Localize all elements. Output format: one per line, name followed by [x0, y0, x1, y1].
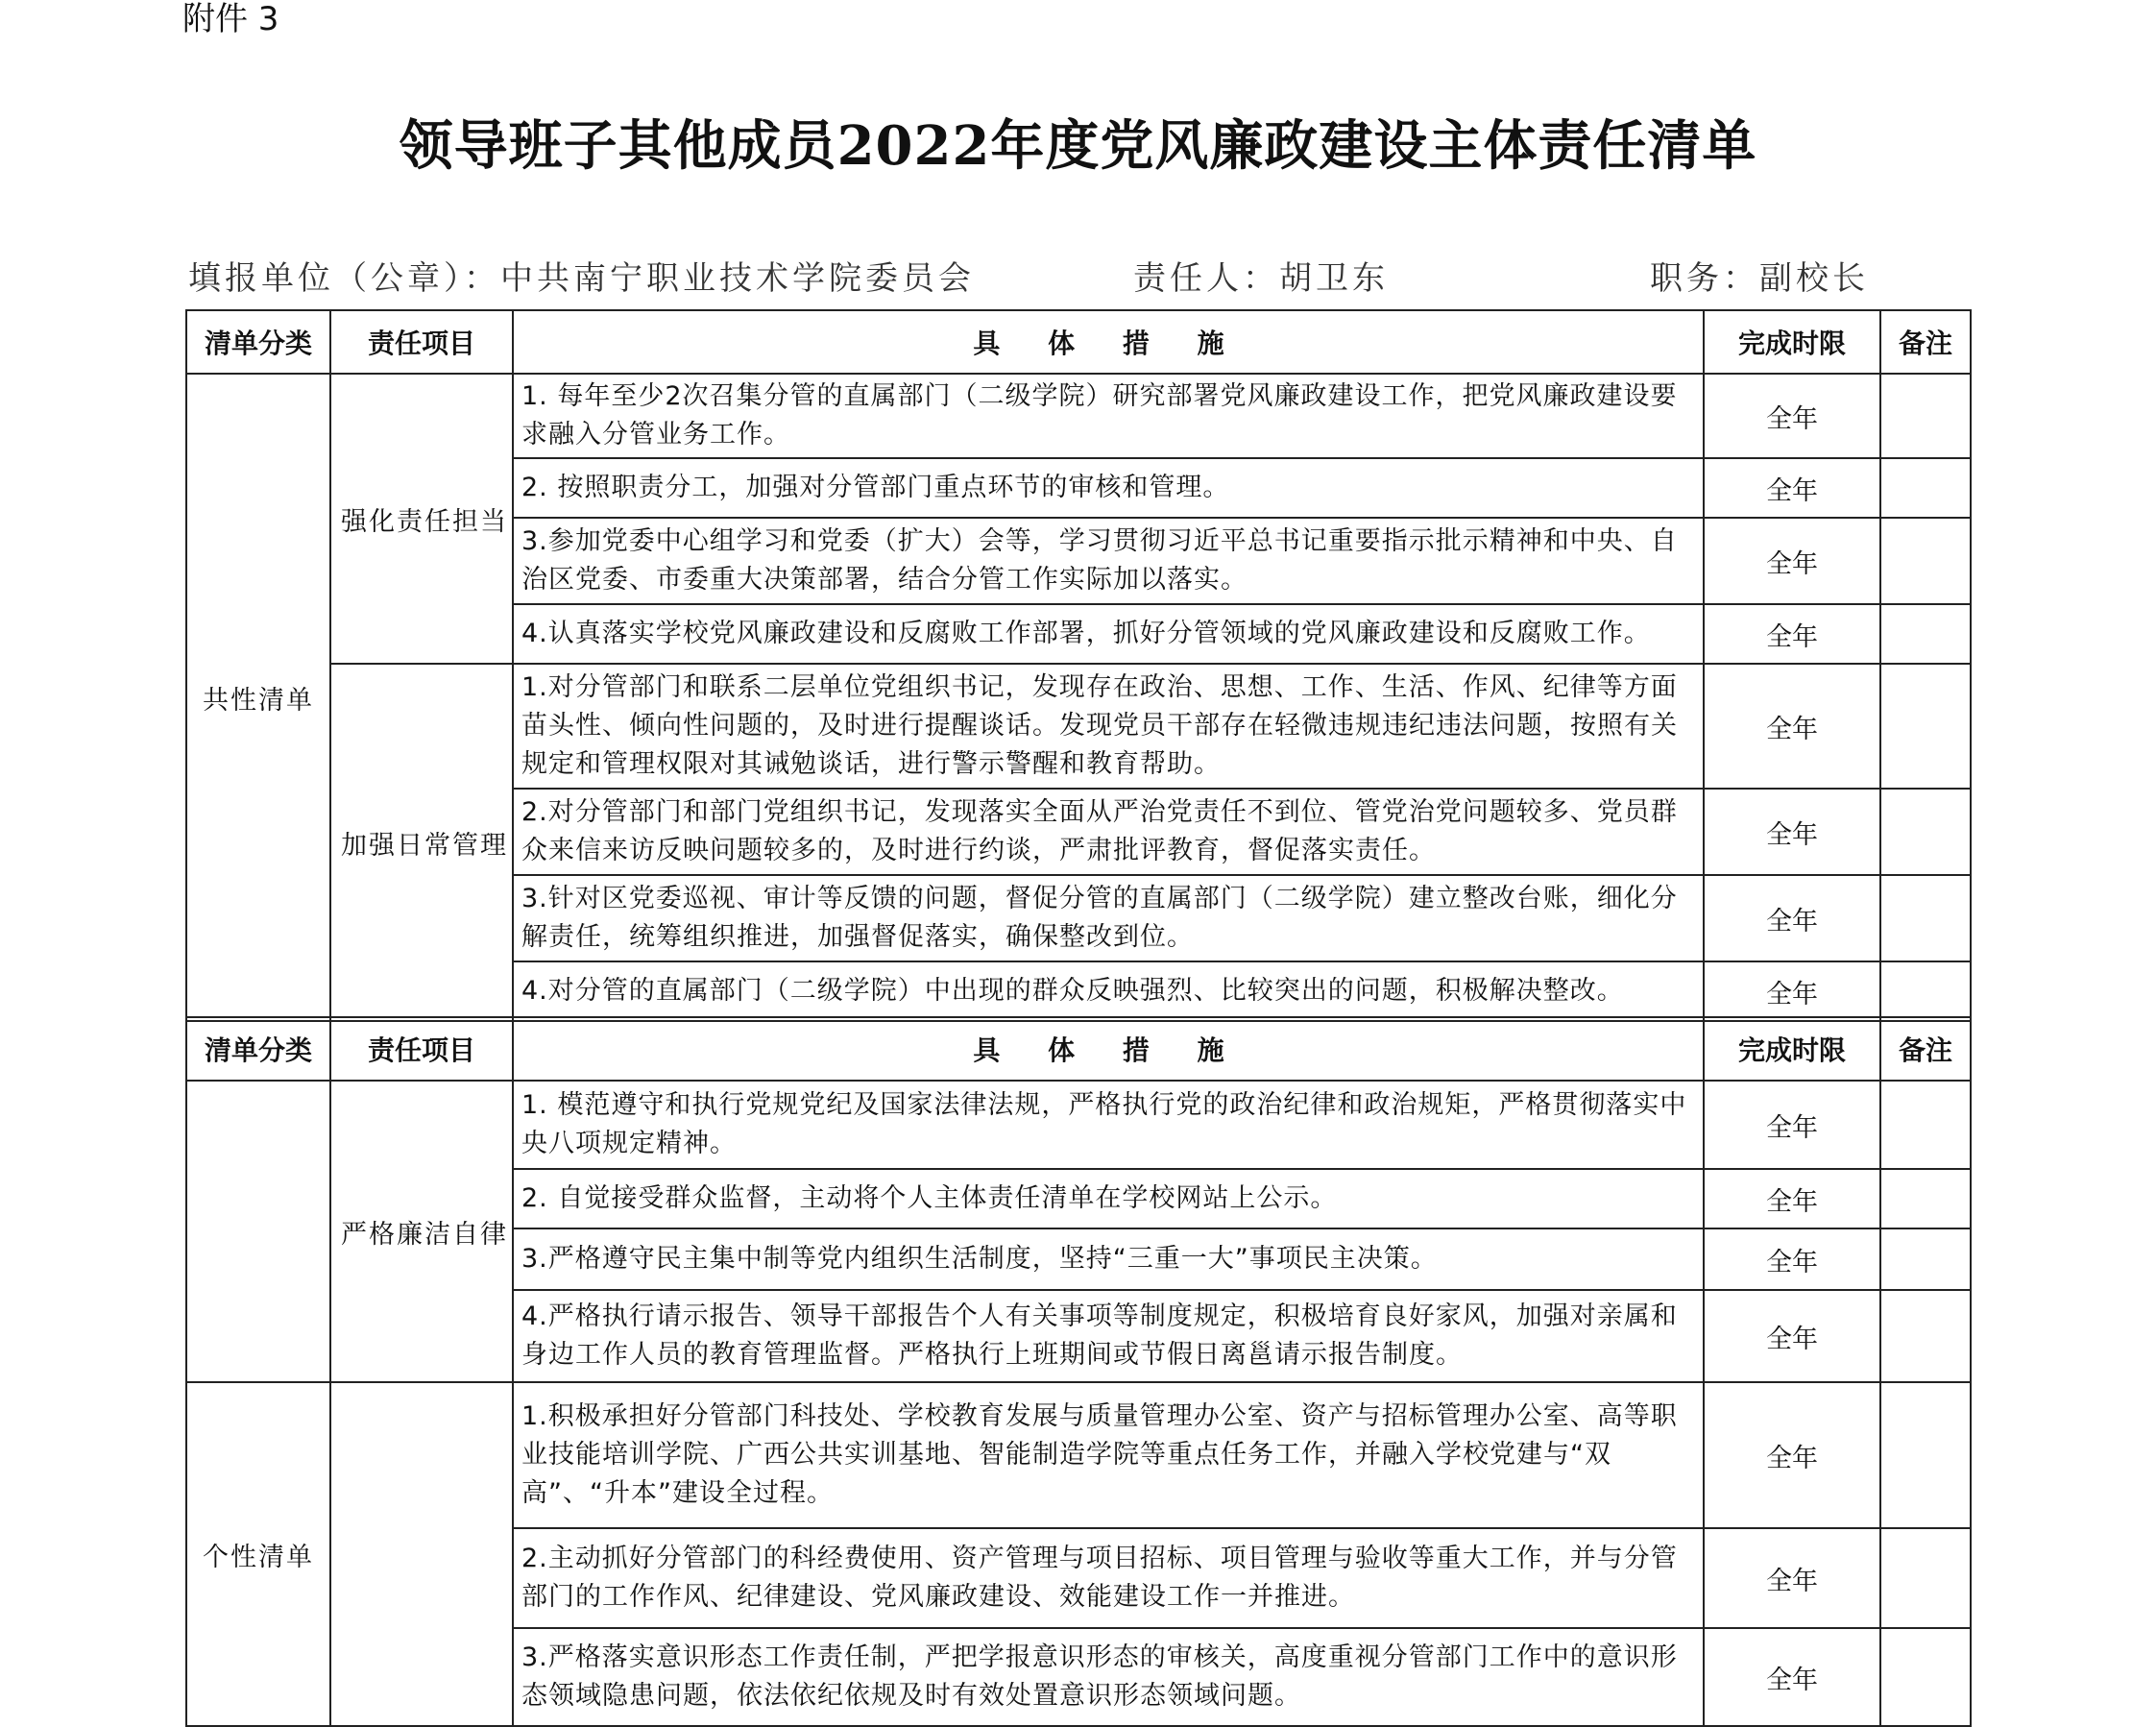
category-cell: 个性清单 — [186, 1382, 330, 1726]
remark-cell — [1880, 1169, 1971, 1228]
remark-cell — [1880, 789, 1971, 875]
deadline-cell: 全年 — [1704, 1228, 1880, 1290]
deadline-cell: 全年 — [1704, 1290, 1880, 1382]
measure-cell: 1.积极承担好分管部门科技处、学校教育发展与质量管理办公室、资产与招标管理办公室、高等职业技能培训学院、广西公共实训基地、智能制造学院等重点任务工作，并融入学校党建与“双高”、“升本”建设全过程。 — [513, 1382, 1704, 1528]
deadline-cell: 全年 — [1704, 604, 1880, 664]
item-cell: 严格廉洁自律 — [330, 1081, 513, 1382]
table-row — [186, 664, 1971, 789]
deadline-cell: 全年 — [1704, 1081, 1880, 1169]
measure-cell: 2.对分管部门和部门党组织书记，发现落实全面从严治党责任不到位、管党治党问题较多、党员群众来信来访反映问题较多的，及时进行约谈，严肃批评教育，督促落实责任。 — [513, 789, 1704, 875]
remark-cell — [1880, 1290, 1971, 1382]
remark-cell — [1880, 875, 1971, 961]
category-cell-empty — [186, 1081, 330, 1382]
measure-cell: 2. 按照职责分工，加强对分管部门重点环节的审核和管理。 — [513, 458, 1704, 518]
remark-cell — [1880, 458, 1971, 518]
header-item: 责任项目 — [330, 1017, 513, 1081]
deadline-cell: 全年 — [1704, 1628, 1880, 1726]
header-remarks: 备注 — [1880, 310, 1971, 374]
measure-cell: 2.主动抓好分管部门的科经费使用、资产管理与项目招标、项目管理与验收等重大工作，并与分管部门的工作作风、纪律建设、党风廉政建设、效能建设工作一并推进。 — [513, 1528, 1704, 1628]
measure-cell: 4.对分管的直属部门（二级学院）中出现的群众反映强烈、比较突出的问题，积极解决整改。 — [513, 961, 1704, 1021]
document-title: 领导班子其他成员2022年度党风廉政建设主体责任清单 — [399, 114, 1757, 178]
deadline-cell: 全年 — [1704, 664, 1880, 789]
measure-cell: 1. 每年至少2次召集分管的直属部门（二级学院）研究部署党风廉政建设工作，把党风廉政建设要求融入分管业务工作。 — [513, 374, 1704, 458]
header-remarks: 备注 — [1880, 1017, 1971, 1081]
responsibility-table-continued — [185, 1016, 1972, 1727]
category-cell: 共性清单 — [186, 374, 330, 1021]
job-title: 职务：副校长 — [1650, 259, 1869, 298]
remark-cell — [1880, 604, 1971, 664]
remark-cell — [1880, 374, 1971, 458]
deadline-cell: 全年 — [1704, 789, 1880, 875]
deadline-cell: 全年 — [1704, 374, 1880, 458]
remark-cell — [1880, 961, 1971, 1021]
remark-cell — [1880, 1528, 1971, 1628]
remark-cell — [1880, 1081, 1971, 1169]
header-deadline: 完成时限 — [1704, 1017, 1880, 1081]
measure-cell: 3.严格遵守民主集中制等党内组织生活制度，坚持“三重一大”事项民主决策。 — [513, 1228, 1704, 1290]
attachment-label: 附件 3 — [182, 0, 279, 38]
remark-cell — [1880, 1228, 1971, 1290]
table-row — [186, 1081, 1971, 1169]
header-measures: 具 体 措 施 — [513, 310, 1704, 374]
reporting-unit: 填报单位（公章）：中共南宁职业技术学院委员会 — [188, 259, 975, 298]
responsible-person: 责任人：胡卫东 — [1133, 259, 1389, 298]
measure-cell: 3.针对区党委巡视、审计等反馈的问题，督促分管的直属部门（二级学院）建立整改台账，细化分解责任，统筹组织推进，加强督促落实，确保整改到位。 — [513, 875, 1704, 961]
measure-cell: 1. 模范遵守和执行党规党纪及国家法律法规，严格执行党的政治纪律和政治规矩，严格贯彻落实中央八项规定精神。 — [513, 1081, 1704, 1169]
remark-cell — [1880, 1628, 1971, 1726]
header-row — [186, 1017, 1971, 1081]
deadline-cell: 全年 — [1704, 458, 1880, 518]
deadline-cell: 全年 — [1704, 518, 1880, 604]
measure-cell: 3.严格落实意识形态工作责任制，严把学报意识形态的审核关，高度重视分管部门工作中的意识形态领域隐患问题，依法依纪依规及时有效处置意识形态领域问题。 — [513, 1628, 1704, 1726]
header-category: 清单分类 — [186, 310, 330, 374]
header-measures: 具 体 措 施 — [513, 1017, 1704, 1081]
item-cell: 加强日常管理 — [330, 664, 513, 1021]
remark-cell — [1880, 518, 1971, 604]
remark-cell — [1880, 664, 1971, 789]
header-category: 清单分类 — [186, 1017, 330, 1081]
table-row — [186, 374, 1971, 458]
header-item: 责任项目 — [330, 310, 513, 374]
responsibility-table-common — [185, 309, 1972, 1022]
measure-cell: 1.对分管部门和联系二层单位党组织书记，发现存在政治、思想、工作、生活、作风、纪律等方面苗头性、倾向性问题的，及时进行提醒谈话。发现党员干部存在轻微违规违纪违法问题，按照有关规定和管理权限对其诫勉谈话，进行警示警醒和教育帮助。 — [513, 664, 1704, 789]
remark-cell — [1880, 1382, 1971, 1528]
deadline-cell: 全年 — [1704, 1382, 1880, 1528]
deadline-cell: 全年 — [1704, 961, 1880, 1021]
table-row — [186, 1382, 1971, 1528]
item-cell-empty — [330, 1382, 513, 1726]
measure-cell: 4.严格执行请示报告、领导干部报告个人有关事项等制度规定，积极培育良好家风，加强对亲属和身边工作人员的教育管理监督。严格执行上班期间或节假日离邕请示报告制度。 — [513, 1290, 1704, 1382]
deadline-cell: 全年 — [1704, 1528, 1880, 1628]
deadline-cell: 全年 — [1704, 875, 1880, 961]
item-cell: 强化责任担当 — [330, 374, 513, 664]
header-deadline: 完成时限 — [1704, 310, 1880, 374]
deadline-cell: 全年 — [1704, 1169, 1880, 1228]
measure-cell: 2. 自觉接受群众监督，主动将个人主体责任清单在学校网站上公示。 — [513, 1169, 1704, 1228]
measure-cell: 4.认真落实学校党风廉政建设和反腐败工作部署，抓好分管领域的党风廉政建设和反腐败工作。 — [513, 604, 1704, 664]
header-row — [186, 310, 1971, 374]
measure-cell: 3.参加党委中心组学习和党委（扩大）会等，学习贯彻习近平总书记重要指示批示精神和中央、自治区党委、市委重大决策部署，结合分管工作实际加以落实。 — [513, 518, 1704, 604]
